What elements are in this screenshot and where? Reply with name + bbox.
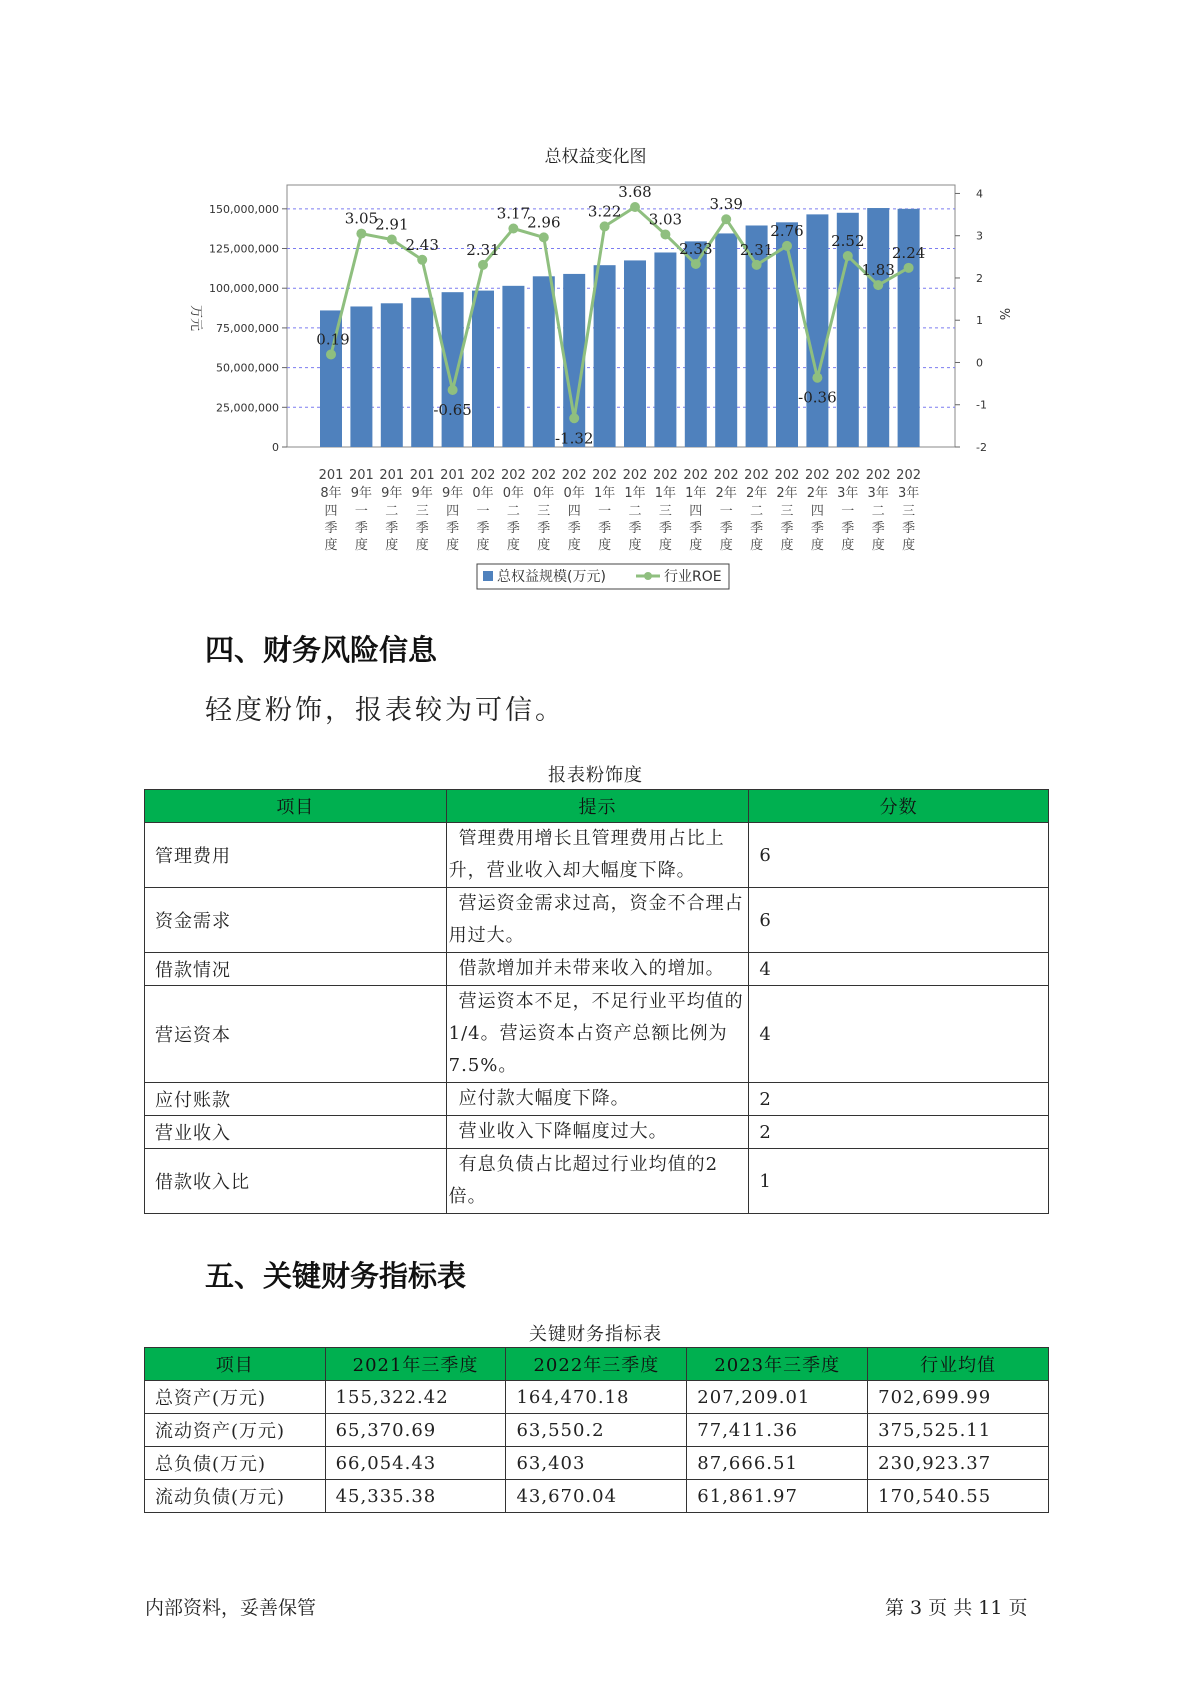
x-tick-label: 季	[810, 521, 824, 536]
x-tick-label: 202	[865, 468, 891, 483]
kpi-cell: 87,666.51	[687, 1447, 868, 1480]
risk-tip: 营业收入下降幅度过大。	[446, 1116, 749, 1149]
bar	[715, 233, 737, 447]
risk-item: 借款情况	[145, 953, 447, 986]
x-tick-label: 202	[592, 468, 618, 483]
x-tick-label: 三	[415, 504, 429, 519]
roe-point	[843, 251, 853, 261]
kpi-header-2022: 2022年三季度	[506, 1348, 687, 1381]
roe-point	[539, 232, 549, 242]
kpi-table	[144, 1347, 1049, 1513]
legend-swatch-bar	[483, 571, 493, 581]
roe-point	[752, 260, 762, 270]
x-tick-label: 202	[531, 468, 557, 483]
roe-data-label: 3.03	[648, 210, 683, 229]
bar	[654, 252, 676, 447]
risk-score: 4	[749, 986, 1049, 1083]
x-tick-label: 202	[683, 468, 709, 483]
kpi-header-item: 项目	[145, 1348, 326, 1381]
kpi-cell: 155,322.42	[325, 1381, 506, 1414]
kpi-header-2023: 2023年三季度	[687, 1348, 868, 1381]
risk-score: 4	[749, 953, 1049, 986]
x-tick-label: 0年	[502, 486, 525, 501]
legend-label-equity: 总权益规模(万元)	[497, 569, 606, 585]
risk-header-score: 分数	[749, 790, 1049, 823]
bar	[685, 241, 707, 447]
kpi-cell: 63,403	[506, 1447, 687, 1480]
roe-point	[478, 260, 488, 270]
roe-point	[873, 280, 883, 290]
roe-point	[569, 413, 579, 423]
roe-point	[691, 259, 701, 269]
x-tick-label: 三	[902, 504, 916, 519]
x-tick-label: 202	[774, 468, 800, 483]
risk-tip: 有息负债占比超过行业均值的2倍。	[446, 1149, 749, 1214]
x-tick-label: 四	[810, 504, 824, 519]
x-tick-label: 季	[780, 521, 794, 536]
table-row	[145, 1083, 1049, 1116]
y2-tick-label: -1	[976, 398, 987, 412]
risk-item: 资金需求	[145, 888, 447, 953]
roe-point	[904, 263, 914, 273]
roe-data-label: -1.32	[554, 429, 594, 448]
bar	[776, 222, 798, 447]
x-tick-label: 一	[841, 504, 855, 519]
x-tick-label: 季	[354, 521, 368, 536]
x-tick-label: 度	[476, 538, 490, 553]
risk-score: 6	[749, 823, 1049, 888]
roe-data-label: 2.91	[375, 215, 409, 234]
kpi-cell: 702,699.99	[868, 1381, 1049, 1414]
x-tick-label: 201	[440, 468, 466, 483]
roe-data-label: 2.76	[770, 221, 804, 240]
kpi-cell: 66,054.43	[325, 1447, 506, 1480]
x-tick-label: 202	[622, 468, 648, 483]
x-tick-label: 202	[804, 468, 830, 483]
x-tick-label: 3年	[897, 486, 920, 501]
table-row	[145, 1447, 1049, 1480]
roe-point	[508, 224, 518, 234]
x-tick-label: 1年	[654, 486, 677, 501]
x-tick-label: 季	[324, 521, 338, 536]
x-tick-label: 202	[744, 468, 770, 483]
x-tick-label: 201	[409, 468, 435, 483]
bar	[472, 291, 494, 447]
x-tick-label: 季	[719, 521, 733, 536]
roe-point	[630, 202, 640, 212]
risk-summary: 轻度粉饰，报表较为可信。	[205, 695, 565, 726]
roe-point	[812, 373, 822, 383]
table-row	[145, 1381, 1049, 1414]
roe-point	[600, 221, 610, 231]
x-tick-label: 季	[385, 521, 399, 536]
x-tick-label: 度	[689, 538, 703, 553]
x-tick-label: 9年	[411, 486, 433, 501]
table-row	[145, 986, 1049, 1083]
legend-swatch-point	[644, 572, 652, 580]
x-tick-label: 201	[348, 468, 374, 483]
table-row	[145, 888, 1049, 953]
y2-axis-label: %	[996, 307, 1011, 321]
roe-data-label: 3.22	[587, 202, 622, 221]
x-tick-label: 四	[446, 504, 460, 519]
roe-data-label: 2.24	[891, 243, 926, 262]
y-tick-label: 150,000,000	[209, 202, 279, 216]
x-tick-label: 度	[628, 538, 642, 553]
kpi-cell: 65,370.69	[325, 1414, 506, 1447]
y2-tick-label: 1	[976, 314, 983, 328]
roe-data-label: 3.05	[344, 209, 379, 228]
bar	[502, 286, 524, 447]
risk-item: 应付账款	[145, 1083, 447, 1116]
section4-heading: 四、财务风险信息	[205, 633, 438, 667]
risk-tip: 应付款大幅度下降。	[446, 1083, 749, 1116]
x-tick-label: 度	[598, 538, 612, 553]
x-tick-label: 202	[470, 468, 496, 483]
x-tick-label: 度	[354, 538, 368, 553]
bar	[806, 214, 828, 447]
equity-chart	[0, 0, 1191, 600]
kpi-cell: 170,540.55	[868, 1480, 1049, 1513]
roe-data-label: 2.31	[739, 240, 774, 259]
table-row	[145, 1414, 1049, 1447]
risk-header-item: 项目	[145, 790, 447, 823]
kpi-cell: 流动负债(万元)	[145, 1480, 326, 1513]
x-tick-label: 一	[598, 504, 612, 519]
y-tick-label: 50,000,000	[216, 361, 279, 375]
x-tick-label: 度	[810, 538, 824, 553]
kpi-cell: 总负债(万元)	[145, 1447, 326, 1480]
x-tick-label: 四	[689, 504, 703, 519]
x-tick-label: 二	[628, 504, 642, 519]
y2-tick-label: 0	[976, 356, 983, 370]
x-tick-label: 一	[354, 504, 368, 519]
roe-data-label: 2.52	[831, 231, 865, 250]
risk-tip: 营运资本不足，不足行业平均值的1/4。营运资本占资产总额比例为7.5%。	[446, 986, 749, 1083]
x-tick-label: 季	[506, 521, 520, 536]
roe-point	[356, 229, 366, 239]
risk-tip: 借款增加并未带来收入的增加。	[446, 953, 749, 986]
x-tick-label: 202	[835, 468, 861, 483]
x-tick-label: 1年	[593, 486, 616, 501]
x-tick-label: 0年	[472, 486, 494, 501]
x-tick-label: 季	[841, 521, 855, 536]
table-row	[145, 953, 1049, 986]
chart-title: 总权益变化图	[544, 147, 647, 167]
bar	[867, 208, 889, 447]
x-tick-label: 三	[780, 504, 794, 519]
kpi-cell: 375,525.11	[868, 1414, 1049, 1447]
x-tick-label: 202	[896, 468, 922, 483]
roe-data-label: 3.68	[618, 182, 652, 201]
kpi-cell: 230,923.37	[868, 1447, 1049, 1480]
kpi-cell: 45,335.38	[325, 1480, 506, 1513]
x-tick-label: 3年	[867, 486, 889, 501]
roe-data-label: -0.36	[798, 388, 837, 407]
kpi-cell: 43,670.04	[506, 1480, 687, 1513]
roe-data-label: 2.33	[679, 240, 713, 259]
x-tick-label: 季	[689, 521, 703, 536]
table-row	[145, 1480, 1049, 1513]
x-tick-label: 2年	[776, 486, 798, 501]
risk-table	[144, 789, 1049, 1214]
x-tick-label: 度	[385, 538, 399, 553]
kpi-header-2021: 2021年三季度	[325, 1348, 506, 1381]
x-tick-label: 202	[561, 468, 587, 483]
x-tick-label: 202	[652, 468, 678, 483]
x-tick-label: 度	[719, 538, 733, 553]
x-tick-label: 二	[385, 504, 399, 519]
x-tick-label: 度	[658, 538, 672, 553]
x-tick-label: 度	[780, 538, 794, 553]
x-tick-label: 季	[598, 521, 612, 536]
x-tick-label: 季	[567, 521, 581, 536]
roe-point	[782, 241, 792, 251]
bar	[533, 276, 555, 447]
kpi-cell: 207,209.01	[687, 1381, 868, 1414]
x-tick-label: 季	[902, 521, 916, 536]
x-tick-label: 2年	[806, 486, 829, 501]
x-tick-label: 9年	[441, 486, 464, 501]
kpi-cell: 63,550.2	[506, 1414, 687, 1447]
x-tick-label: 0年	[533, 486, 555, 501]
roe-data-label: 2.31	[466, 240, 500, 259]
roe-data-label: 2.43	[405, 235, 439, 254]
bar	[442, 292, 464, 447]
y-tick-label: 100,000,000	[209, 282, 279, 296]
y-tick-label: 125,000,000	[209, 242, 279, 256]
roe-point	[387, 235, 397, 245]
bar	[624, 260, 646, 447]
x-tick-label: 3年	[837, 486, 859, 501]
x-tick-label: 季	[415, 521, 429, 536]
x-tick-label: 二	[506, 504, 520, 519]
x-tick-label: 三	[658, 504, 672, 519]
risk-score: 2	[749, 1116, 1049, 1149]
x-tick-label: 二	[871, 504, 885, 519]
risk-score: 6	[749, 888, 1049, 953]
footer-confidential: 内部资料，妥善保管	[145, 1597, 317, 1619]
y2-tick-label: -2	[976, 441, 987, 454]
x-tick-label: 度	[750, 538, 764, 553]
roe-data-label: 2.96	[527, 213, 561, 232]
x-tick-label: 二	[750, 504, 764, 519]
x-tick-label: 度	[902, 538, 916, 553]
x-tick-label: 202	[500, 468, 526, 483]
x-tick-label: 四	[567, 504, 581, 519]
table-row	[145, 823, 1049, 888]
bar	[381, 303, 403, 447]
x-tick-label: 度	[567, 538, 581, 553]
risk-score: 2	[749, 1083, 1049, 1116]
x-tick-label: 度	[324, 538, 338, 553]
x-tick-label: 8年	[320, 486, 342, 501]
risk-tip: 管理费用增长且管理费用占比上升，营业收入却大幅度下降。	[446, 823, 749, 888]
x-tick-label: 2年	[715, 486, 737, 501]
y2-tick-label: 4	[976, 187, 983, 201]
roe-point	[660, 229, 670, 239]
x-tick-label: 2年	[745, 486, 768, 501]
roe-point	[448, 385, 458, 395]
roe-point	[326, 349, 336, 359]
legend-label-roe: 行业ROE	[664, 569, 722, 585]
risk-item: 借款收入比	[145, 1149, 447, 1214]
y-tick-label: 0	[272, 441, 279, 454]
roe-data-label: 1.83	[861, 261, 895, 280]
x-tick-label: 季	[446, 521, 460, 536]
x-tick-label: 三	[537, 504, 551, 519]
x-tick-label: 季	[476, 521, 490, 536]
table-row	[145, 1149, 1049, 1214]
y-tick-label: 75,000,000	[216, 321, 279, 335]
x-tick-label: 201	[379, 468, 405, 483]
x-tick-label: 1年	[685, 486, 707, 501]
bar	[594, 265, 616, 447]
x-tick-label: 季	[628, 521, 642, 536]
section5-heading: 五、关键财务指标表	[205, 1259, 467, 1293]
x-tick-label: 201	[318, 468, 344, 483]
x-tick-label: 度	[841, 538, 855, 553]
kpi-cell: 流动资产(万元)	[145, 1414, 326, 1447]
x-tick-label: 9年	[381, 486, 403, 501]
page-number: 第 3 页 共 11 页	[885, 1597, 1028, 1619]
x-tick-label: 度	[415, 538, 429, 553]
risk-item: 营业收入	[145, 1116, 447, 1149]
y2-tick-label: 2	[976, 271, 983, 285]
roe-data-label: 3.17	[496, 204, 531, 223]
kpi-cell: 61,861.97	[687, 1480, 868, 1513]
roe-point	[721, 214, 731, 224]
x-tick-label: 0年	[563, 486, 585, 501]
risk-item: 营运资本	[145, 986, 447, 1083]
risk-item: 管理费用	[145, 823, 447, 888]
risk-score: 1	[749, 1149, 1049, 1214]
x-tick-label: 四	[324, 504, 338, 519]
x-tick-label: 季	[750, 521, 764, 536]
x-tick-label: 季	[871, 521, 885, 536]
roe-data-label: 0.19	[316, 330, 350, 349]
x-tick-label: 一	[719, 504, 733, 519]
bar	[411, 298, 433, 447]
x-tick-label: 季	[658, 521, 672, 536]
risk-tip: 营运资金需求过高，资金不合理占用过大。	[446, 888, 749, 953]
risk-header-tip: 提示	[446, 790, 749, 823]
roe-data-label: -0.65	[433, 400, 472, 419]
bar	[350, 306, 372, 447]
kpi-table-caption: 关键财务指标表	[529, 1324, 662, 1345]
x-tick-label: 一	[476, 504, 490, 519]
x-tick-label: 季	[537, 521, 551, 536]
x-tick-label: 度	[871, 538, 885, 553]
x-tick-label: 度	[446, 538, 460, 553]
kpi-header-industry: 行业均值	[868, 1348, 1049, 1381]
kpi-cell: 总资产(万元)	[145, 1381, 326, 1414]
kpi-cell: 77,411.36	[687, 1414, 868, 1447]
kpi-cell: 164,470.18	[506, 1381, 687, 1414]
x-tick-label: 1年	[624, 486, 646, 501]
x-tick-label: 度	[506, 538, 520, 553]
x-tick-label: 9年	[350, 486, 373, 501]
risk-table-caption: 报表粉饰度	[548, 765, 643, 786]
roe-point	[417, 255, 427, 265]
x-tick-label: 202	[713, 468, 739, 483]
roe-data-label: 3.39	[709, 195, 743, 214]
y2-tick-label: 3	[976, 229, 983, 243]
table-row	[145, 1116, 1049, 1149]
x-tick-label: 度	[537, 538, 551, 553]
y-tick-label: 25,000,000	[216, 401, 279, 415]
y-axis-label: 万元	[188, 304, 203, 332]
